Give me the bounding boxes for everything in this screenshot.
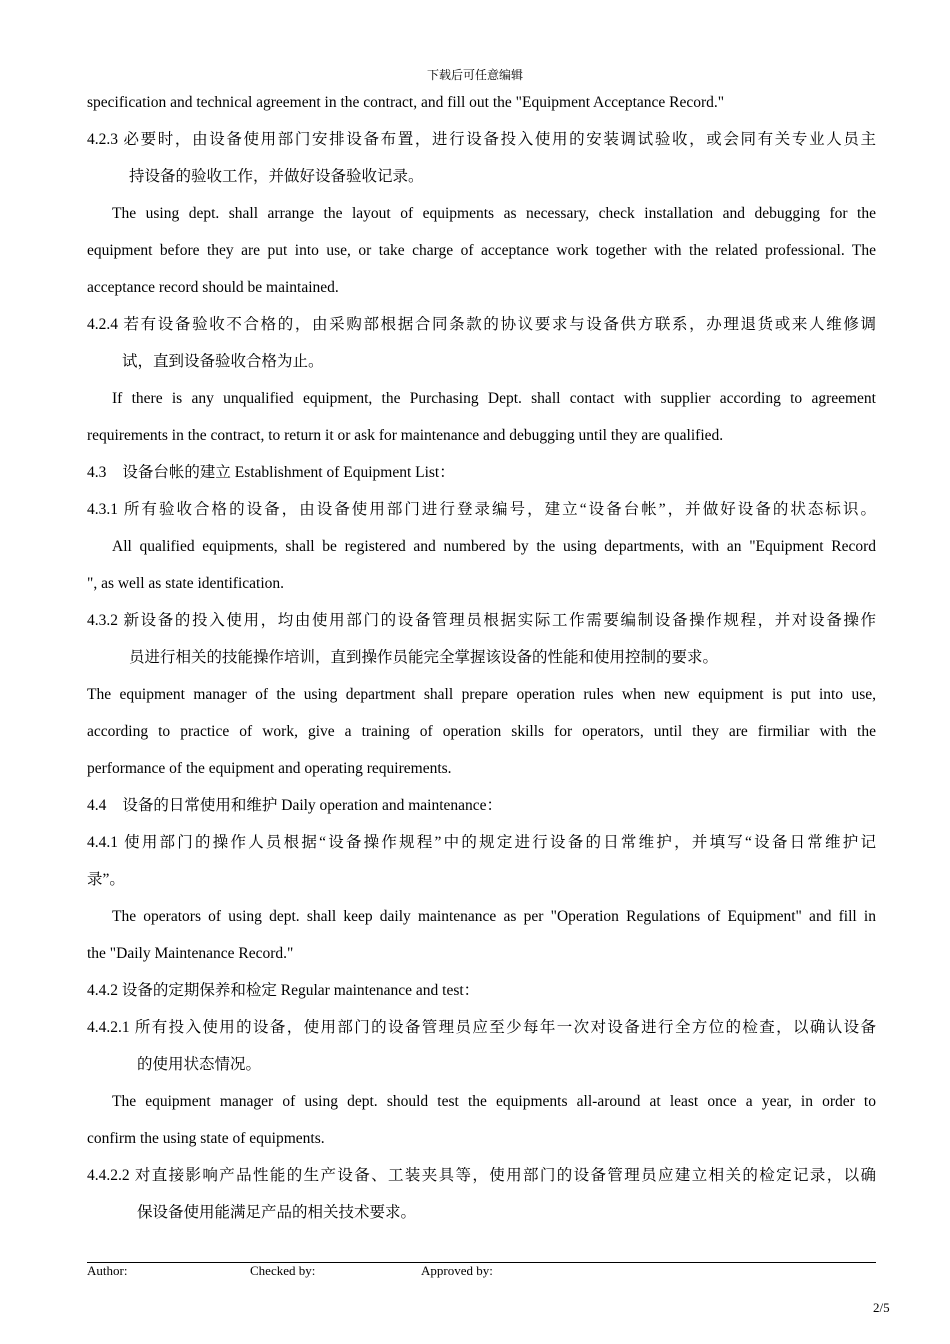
section-4-3-heading — [87, 458, 876, 495]
approved-by-label: Approved by: — [421, 1263, 493, 1278]
text-line: If there is any unqualified equipment, the Purchasing Dept. shall contact with supplier according to agreement — [112, 390, 876, 407]
author-label: Author: — [87, 1263, 128, 1278]
section-title: 设备的日常使用和维护 Daily operation and maintenance： — [122, 797, 503, 814]
section-title: 设备台帐的建立 Establishment of Equipment List： — [122, 464, 455, 481]
text-line: according to practice of work, give a training of operation skills for operators, until they are firmiliar with the — [87, 723, 876, 740]
text-line: All qualified equipments, shall be registered and numbered by the using departments, with an "Equipment Record — [112, 538, 876, 555]
text-line: 录”。 — [87, 871, 125, 888]
document-body — [87, 88, 876, 1235]
clause-4-4-1: 4.4.1 使用部门的操作人员根据“设备操作规程”中的规定进行设备的日常维护，并填写“设备日常维护记 — [87, 834, 876, 851]
text-line: 持设备的验收工作，并做好设备验收记录。 — [129, 168, 424, 185]
text-line: 试，直到设备验收合格为止。 — [122, 353, 324, 370]
section-number: 4.3 — [87, 464, 107, 481]
text-line: confirm the using state of equipments. — [87, 1130, 325, 1147]
clause-4-2-4: 4.2.4 若有设备验收不合格的，由采购部根据合同条款的协议要求与设备供方联系，办理退货或来人维修调 — [87, 316, 876, 333]
text-line: The equipment manager of using dept. should test the equipments all-around at least once a year, in order to — [112, 1093, 876, 1110]
checked-by-label: Checked by: — [250, 1263, 316, 1278]
clause-4-4-2-2: 4.4.2.2 对直接影响产品性能的生产设备、工装夹具等，使用部门的设备管理员应建立相关的检定记录，以确 — [87, 1167, 876, 1184]
page-header: 下载后可任意编辑 — [426, 68, 523, 82]
text-line: ", as well as state identification. — [87, 575, 285, 592]
clause-4-3-2: 4.3.2 新设备的投入使用，均由使用部门的设备管理员根据实际工作需要编制设备操作规程，并对设备操作 — [87, 612, 876, 629]
text-line: The operators of using dept. shall keep daily maintenance as per "Operation Regulations of Equipment" and fill in — [112, 908, 876, 925]
clause-4-4-2: 4.4.2 设备的定期保养和检定 Regular maintenance and test： — [87, 982, 480, 999]
clause-4-2-3: 4.2.3 必要时，由设备使用部门安排设备布置，进行设备投入使用的安装调试验收，或会同有关专业人员主 — [87, 131, 876, 148]
text-line: acceptance record should be maintained. — [87, 279, 339, 296]
text-line: 保设备使用能满足产品的相关技术要求。 — [137, 1204, 417, 1221]
text-line: The equipment manager of the using department shall prepare operation rules when new equipment is put into use, — [87, 686, 876, 703]
text-line: 的使用状态情况。 — [137, 1056, 262, 1073]
text-line: requirements in the contract, to return it or ask for maintenance and debugging until they are qualified. — [87, 427, 724, 444]
text-line: equipment before they are put into use, or take charge of acceptance work together with the related professional. The — [87, 242, 876, 259]
section-number: 4.4 — [87, 797, 107, 814]
section-4-4-heading — [87, 791, 876, 828]
clause-4-4-2-1: 4.4.2.1 所有投入使用的设备，使用部门的设备管理员应至少每年一次对设备进行全方位的检查，以确认设备 — [87, 1019, 876, 1036]
text-line: 员进行相关的技能操作培训，直到操作员能完全掌握该设备的性能和使用控制的要求。 — [129, 649, 719, 666]
text-line: specification and technical agreement in the contract, and fill out the "Equipment Acceptance Record." — [87, 94, 725, 111]
text-line: The using dept. shall arrange the layout of equipments as necessary, check installation and debugging for the — [112, 205, 876, 222]
text-line: performance of the equipment and operating requirements. — [87, 760, 452, 777]
page-number: 2/5 — [873, 1300, 890, 1315]
clause-4-3-1: 4.3.1 所有验收合格的设备，由设备使用部门进行登录编号，建立“设备台帐”，并做好设备的状态标识。 — [87, 501, 876, 518]
text-line: the "Daily Maintenance Record." — [87, 945, 294, 962]
